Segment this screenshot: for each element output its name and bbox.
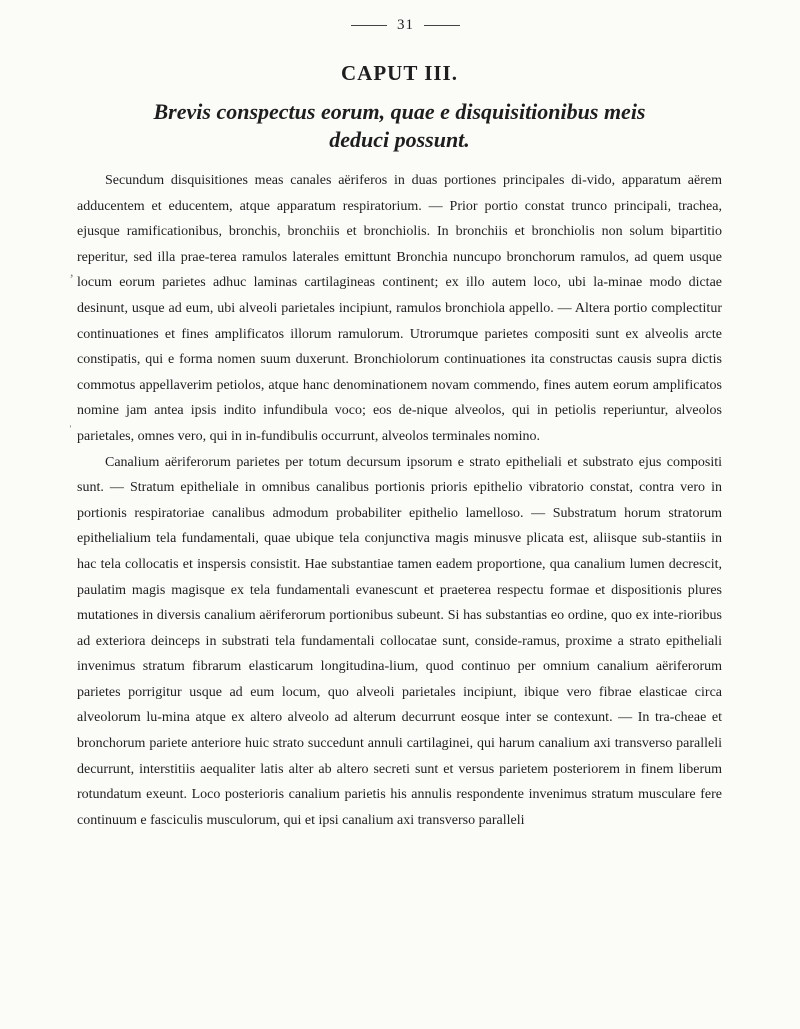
- paragraph-2: Canalium aëriferorum parietes per totum decursum ipsorum e strato epitheliali et substrato ejus compositi sunt. — Stratum epitheliale in omnibus canalibus portionis prioris epithelio vibratorio constat, contra vero in portionis respiratoriae canalibus admodum probabiliter epithelio lamelloso. — Substratum horum stratorum epithelialium tela fundamentali, quae ubique tela conjunctiva magis minusve plicata est, aliisque sub-stantiis in hac tela collocatis et inspersis consistit. Hae substantiae tamen eadem proportione, qua canalium lumen decrescit, paulatim magis magisque ex tela fundamentali evanescunt et praeterea respectu formae et dispositionis plures mutationes in diversis canalium aëriferorum portionibus subeunt. Si has substantias eo ordine, quo ex inte-rioribus ad exteriora deinceps in substrati tela fundamentali collocatae sunt, conside-ramus, proxime a strato epitheliali invenimus stratum fibrarum elasticarum longitudina-lium, quod continuo per omnium canalium aëriferorum parietes porrigitur usque ad eum locum, quo alveoli parietales incipiunt, ibique vero fibrae elasticae circa alveolorum lu-mina atque ex altero alveolo ad alterum decurrunt eosque inter se contexunt. — In tra-cheae et bronchorum pariete anteriore huic strato succedunt annuli cartilaginei, qui harum canalium axi transverso paralleli decurrunt, interstitiis aequaliter latis alter ab altero secreti sunt et versus parietem posteriorem in finem liberum rotundatum exeunt. Loco posterioris canalium parietis his annulis respondente invenimus stratum musculare fere continuum e fasciculis musculorum, qui et ipsi canalium axi transverso paralleli: [77, 454, 722, 828]
- page-number: [89, 14, 722, 36]
- section-title-line2: deduci possunt.: [329, 127, 470, 152]
- paragraph-1: Secundum disquisitiones meas canales aëriferos in duas portiones principales di-vido, apparatum aërem adducentem et educentem, atque apparatum respiratorium. — Prior portio constat trunco principali, trachea, ejusque ramificationibus, bronchis, bronchiis et bronchiolis. In bronchiis et bronchiolis non solum bipartitio reperitur, sed illa prae-terea ramulos laterales emittunt Bronchia nuncupo bronchorum ramulos, ad quem usque locum eorum parietes adhuc laminas cartilagineas continent; ex illo autem loco, ubi la-minae modo dictae desinunt, usque ad eum, ubi alveoli parietales incipiunt, ramulos bronchiola appello. — Altera portio complectitur continuationes et fines amplificatos illorum ramulorum. Utrorumque parietes compositi sunt ex alveolis arcte constipatis, qui e forma nomen suum duxerunt. Bronchiolorum continuationes ita constructas causis supra dictis commotus appellaverim petiolos, atque hanc denominationem novam commendo, fines autem eorum amplificatos nomine jam antea ipsis indito infundibula voco; eos de-nique alveolos, qui in petiolis reperiuntur, alveolos parietales, omnes vero, qui in in-fundibulis occurrunt, alveolos terminales nomino.: [77, 173, 722, 444]
- section-title-line1: Brevis conspectus eorum, quae e disquisitionibus meis: [153, 99, 646, 124]
- right-rule: [424, 25, 460, 26]
- body-text: [77, 168, 722, 833]
- page-number-text: 31: [397, 17, 414, 33]
- margin-mark-2: ˈ: [68, 424, 73, 439]
- margin-mark-1: ,: [70, 265, 74, 280]
- left-rule: [351, 25, 387, 26]
- chapter-title: CAPUT III.: [341, 61, 458, 85]
- section-title: [77, 98, 722, 154]
